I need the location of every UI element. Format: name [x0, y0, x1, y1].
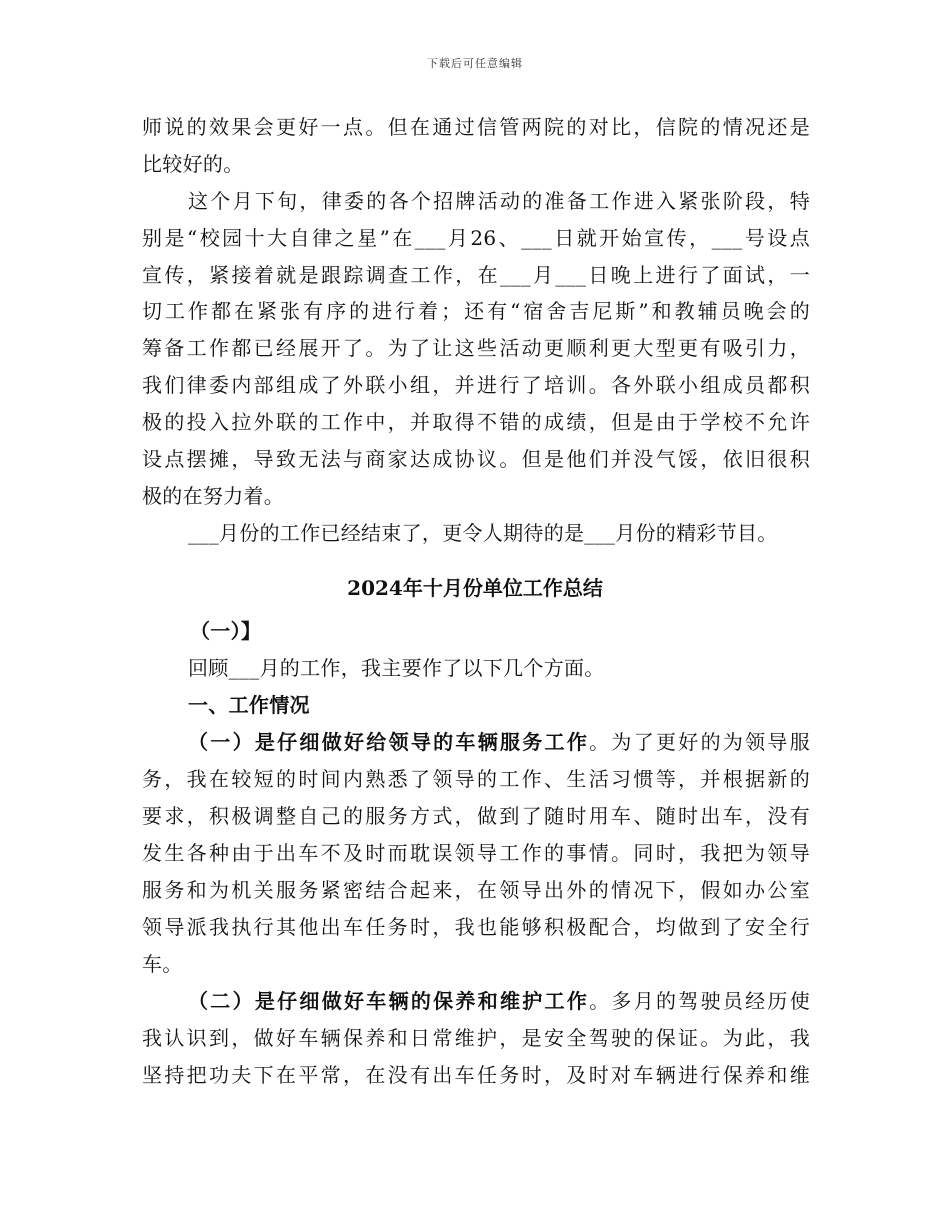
- item-heading-line: [188, 991, 810, 1011]
- paragraph-line: 服务和为机关服务紧密结合起来，在领导出外的情况下，假如办公室: [142, 878, 810, 902]
- item-heading-line: [188, 732, 810, 752]
- paragraph-line: 车。: [142, 952, 183, 976]
- paragraph-line: 比较好的。: [142, 152, 244, 176]
- section-label: （一）】: [190, 619, 262, 643]
- paragraph-line: 极的投入拉外联的工作中，并取得不错的成绩，但是由于学校不允许: [142, 410, 810, 434]
- item-text: 。为了更好的为领导服: [589, 730, 811, 754]
- paragraph-line: 筹备工作都已经展开了。为了让这些活动更顺利更大型更有吸引力，: [142, 336, 810, 360]
- item-heading: （二）是仔细做好车辆的保养和维护工作: [188, 989, 590, 1013]
- paragraph-line: 设点摆摊，导致无法与商家达成协议。但是他们并没气馁，依旧很积: [142, 447, 810, 471]
- paragraph-line: 务，我在较短的时间内熟悉了领导的工作、生活习惯等，并根据新的: [142, 767, 810, 791]
- paragraph-line: 极的在努力着。: [142, 484, 285, 508]
- page-header: 下载后可任意编辑: [427, 57, 523, 70]
- paragraph-line: 别是“校园十大自律之星”在___月26、___日就开始宣传，___号设点: [142, 226, 810, 250]
- paragraph-line: 坚持把功夫下在平常，在没有出车任务时，及时对车辆进行保养和维: [142, 1063, 810, 1087]
- item-text: 。多月的驾驶员经历使: [589, 989, 811, 1013]
- section-heading: 一、工作情况: [188, 693, 310, 717]
- paragraph-line: 宣传，紧接着就是跟踪调查工作，在___月___日晚上进行了面试，一: [142, 263, 810, 287]
- paragraph-line: 要求，积极调整自己的服务方式，做到了随时用车、随时出车，没有: [142, 804, 810, 828]
- item-heading: （一）是仔细做好给领导的车辆服务工作: [188, 730, 590, 754]
- document-title: 2024年十月份单位工作总结: [347, 576, 603, 600]
- paragraph-line: 我认识到，做好车辆保养和日常维护，是安全驾驶的保证。为此，我: [142, 1026, 810, 1050]
- paragraph-line: 师说的效果会更好一点。但在通过信管两院的对比，信院的情况还是: [142, 115, 810, 139]
- paragraph-line: 切工作都在紧张有序的进行着；还有“宿舍吉尼斯”和教辅员晚会的: [142, 299, 810, 323]
- paragraph-line: 发生各种由于出车不及时而耽误领导工作的事情。同时，我把为领导: [142, 841, 810, 865]
- paragraph-line: 我们律委内部组成了外联小组，并进行了培训。各外联小组成员都积: [142, 373, 810, 397]
- paragraph-line: 回顾___月的工作，我主要作了以下几个方面。: [188, 656, 605, 680]
- paragraph-line: ___月份的工作已经结束了，更令人期待的是___月份的精彩节目。: [188, 521, 778, 545]
- paragraph-line: 领导派我执行其他出车任务时，我也能够积极配合，均做到了安全行: [142, 915, 810, 939]
- paragraph-line: 这个月下旬，律委的各个招牌活动的准备工作进入紧张阶段，特: [188, 189, 810, 213]
